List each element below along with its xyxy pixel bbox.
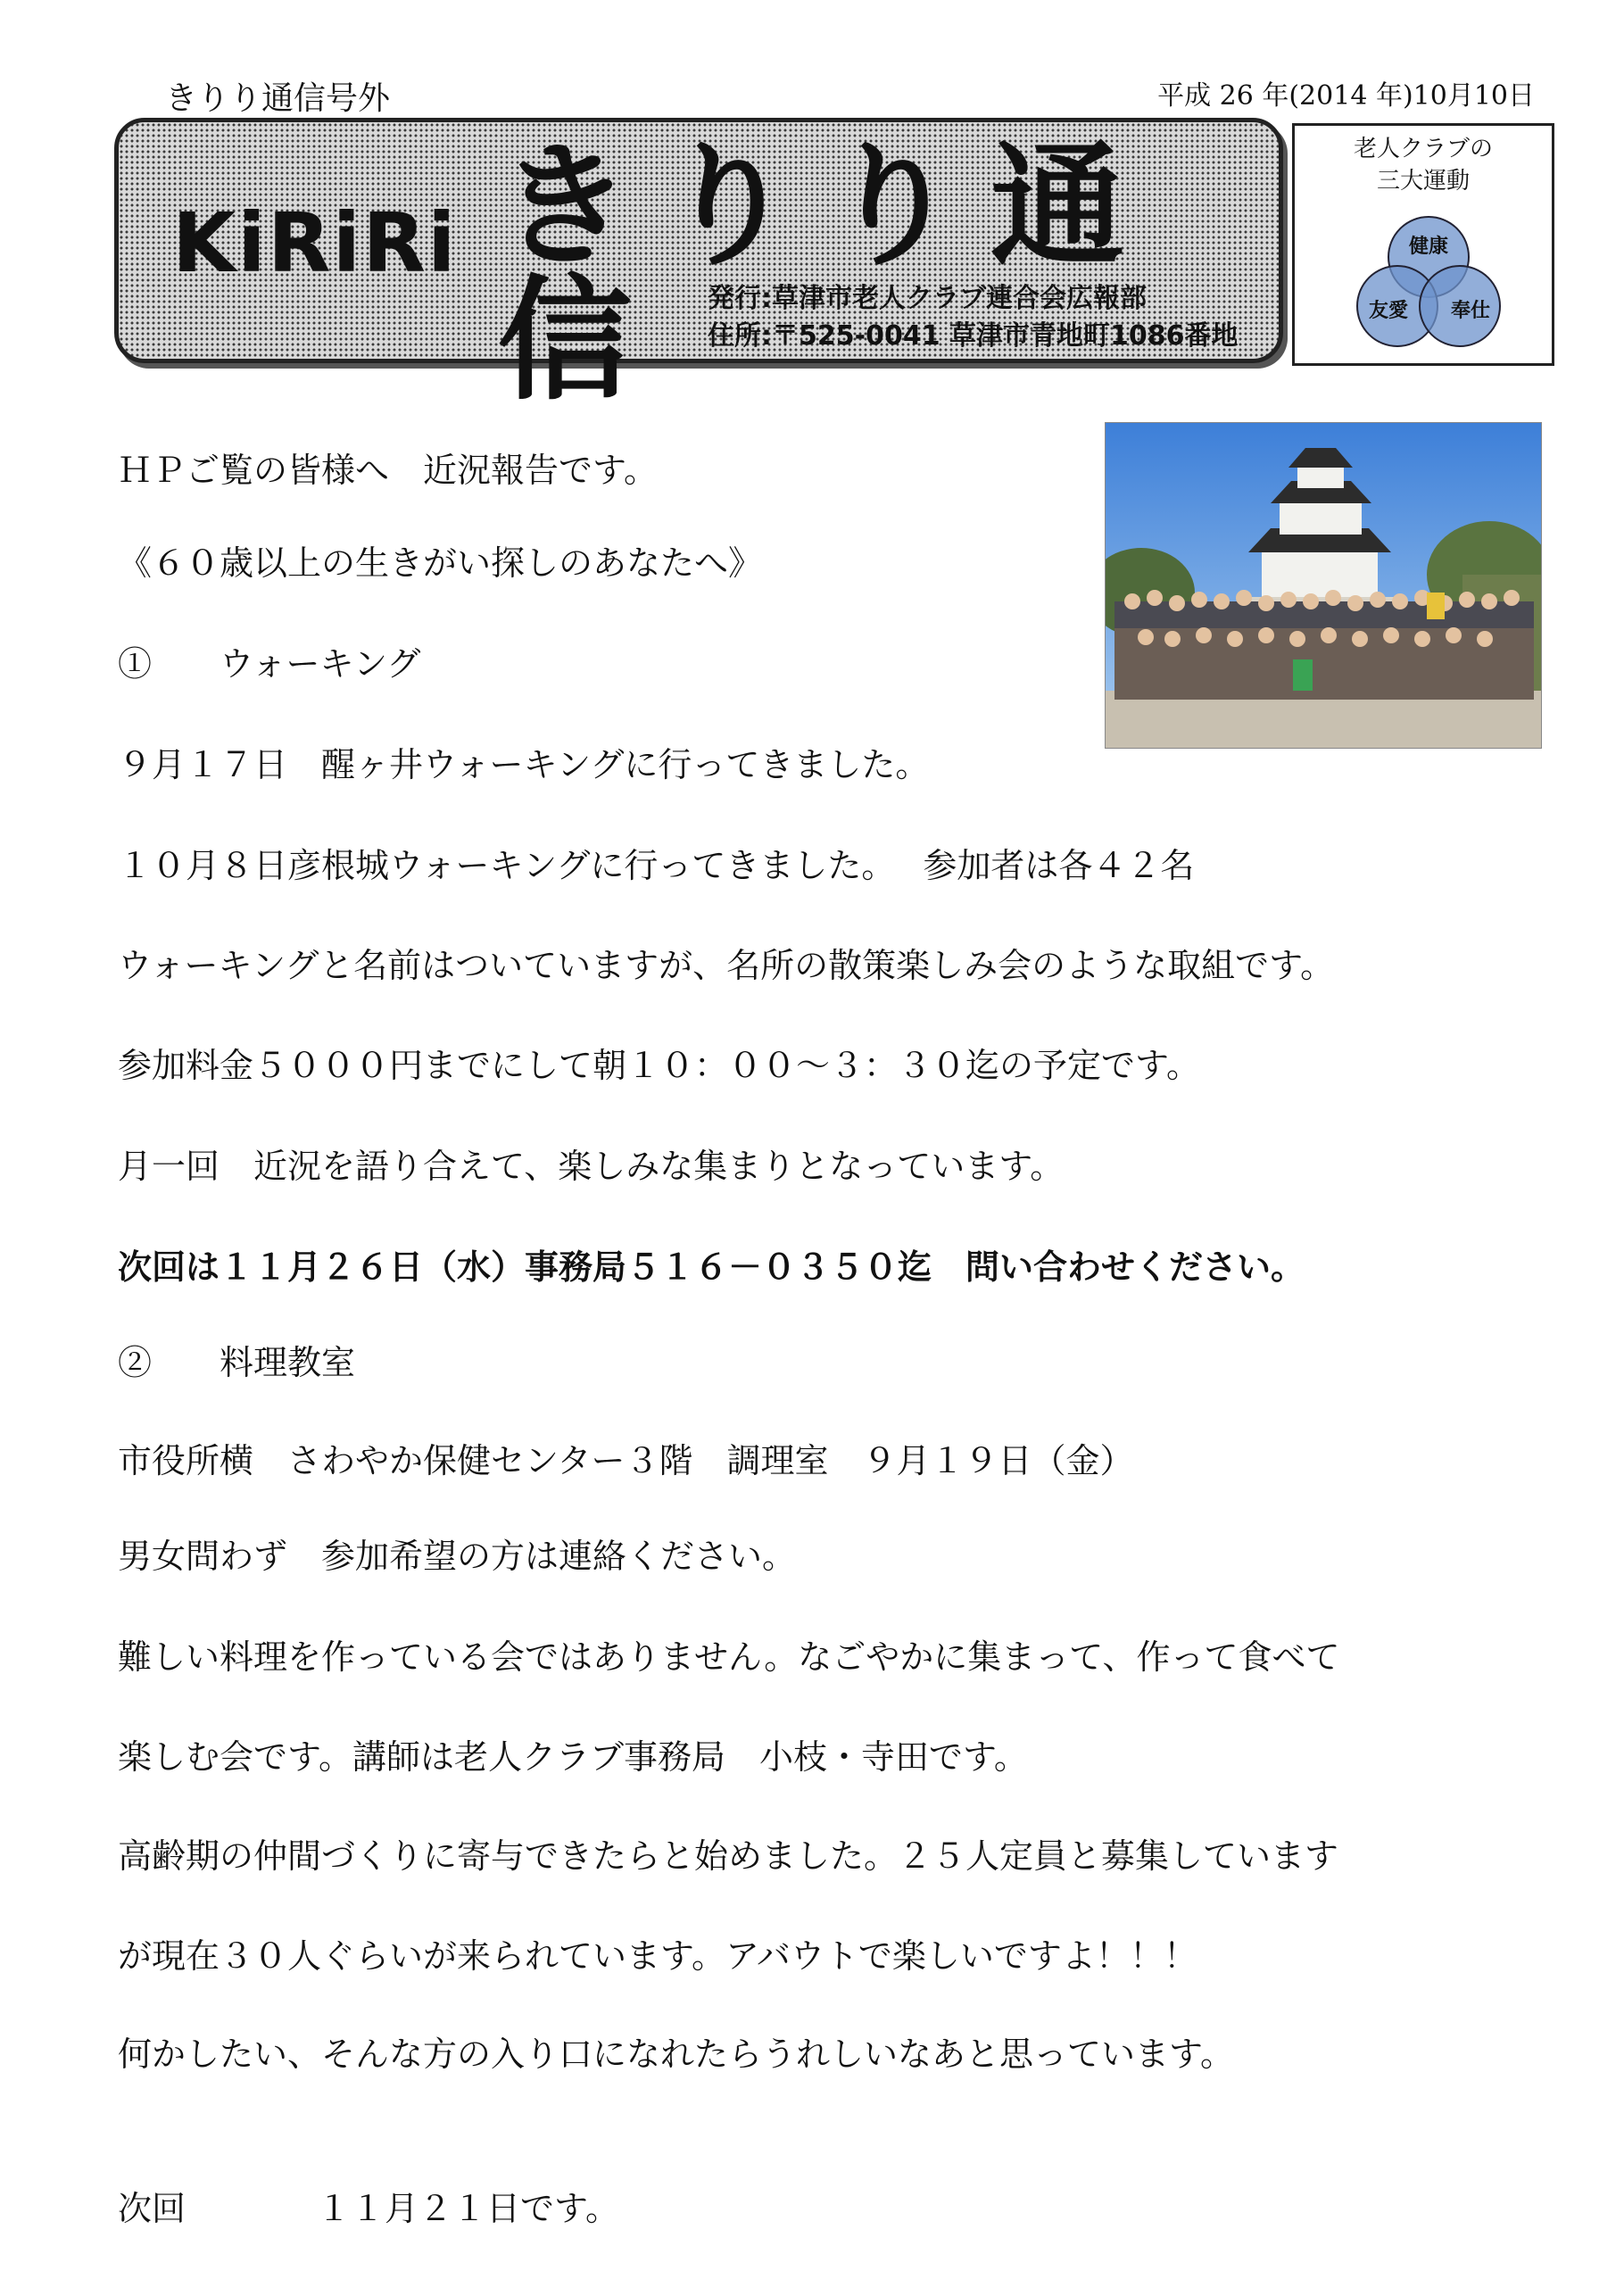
cook-line-4: 楽しむ会です。講師は老人クラブ事務局 小枝・寺田です。 bbox=[118, 1737, 1028, 1777]
cook-line-5: 高齢期の仲間づくりに寄与できたらと始めました。２５人定員と募集しています bbox=[118, 1836, 1339, 1876]
walk-line-3: ウォーキングと名前はついていますが、名所の散策楽しみ会のような取組です。 bbox=[118, 946, 1335, 985]
subtitle-line: 《６０歳以上の生きがい探しのあなたへ》 bbox=[118, 543, 763, 583]
next-label: 次回 bbox=[118, 2189, 186, 2228]
walk-line-2: １０月８日彦根城ウォーキングに行ってきました。 参加者は各４２名 bbox=[118, 846, 1195, 885]
circle-label-service: 奉仕 bbox=[1450, 300, 1491, 322]
motto-title: 老人クラブの 三大運動 bbox=[1353, 136, 1493, 195]
publisher-line: 発行:草津市老人クラブ連合会広報部 bbox=[708, 283, 1147, 314]
walk-line-4: 参加料金５０００円までにして朝１０：００～３：３０迄の予定です。 bbox=[118, 1046, 1200, 1085]
address-line: 住所:〒525-0041 草津市青地町1086番地 bbox=[708, 320, 1239, 352]
cook-line-6: が現在３０人ぐらいが来られています。アバウトで楽しいですよ！！！ bbox=[118, 1936, 1197, 1976]
three-movements-box bbox=[1292, 123, 1554, 366]
section1-heading: ① ウォーキング bbox=[118, 644, 421, 684]
next-date: １１月２１日です。 bbox=[317, 2189, 619, 2228]
issue-date: 平成 26 年(2014 年)10月10日 bbox=[1157, 80, 1535, 112]
group-photo bbox=[1105, 422, 1542, 749]
issue-label: きりり通信号外 bbox=[165, 80, 391, 117]
cook-line-7: 何かしたい、そんな方の入り口になれたらうれしいなあと思っています。 bbox=[118, 2035, 1234, 2074]
kiriri-logo: KiRiRi bbox=[172, 195, 458, 291]
walk-line-5: 月一回 近況を語り合えて、楽しみな集まりとなっています。 bbox=[118, 1147, 1065, 1186]
group-photo-icon bbox=[1106, 423, 1541, 748]
cook-line-1: 市役所横 さわやか保健センター３階 調理室 ９月１９日（金） bbox=[118, 1441, 1134, 1480]
walk-line-1: ９月１７日 醒ヶ井ウォーキングに行ってきました。 bbox=[118, 745, 930, 784]
cook-line-2: 男女問わず 参加希望の方は連絡ください。 bbox=[118, 1537, 797, 1576]
venn-diagram-icon bbox=[1344, 208, 1513, 360]
cook-line-3: 難しい料理を作っている会ではありません。なごやかに集まって、作って食べて bbox=[118, 1637, 1340, 1677]
newsletter-title: きりり通信 bbox=[498, 129, 1156, 419]
circle-label-friendship: 友愛 bbox=[1368, 300, 1409, 322]
greeting-line: ＨＰご覧の皆様へ 近況報告です。 bbox=[118, 451, 658, 490]
masthead-banner bbox=[114, 118, 1283, 419]
circle-label-health: 健康 bbox=[1408, 236, 1449, 258]
walk-next-line: 次回は１１月２６日（水）事務局５１６－０３５０迄 問い合わせください。 bbox=[118, 1247, 1305, 1287]
section2-heading: ② 料理教室 bbox=[118, 1343, 356, 1382]
